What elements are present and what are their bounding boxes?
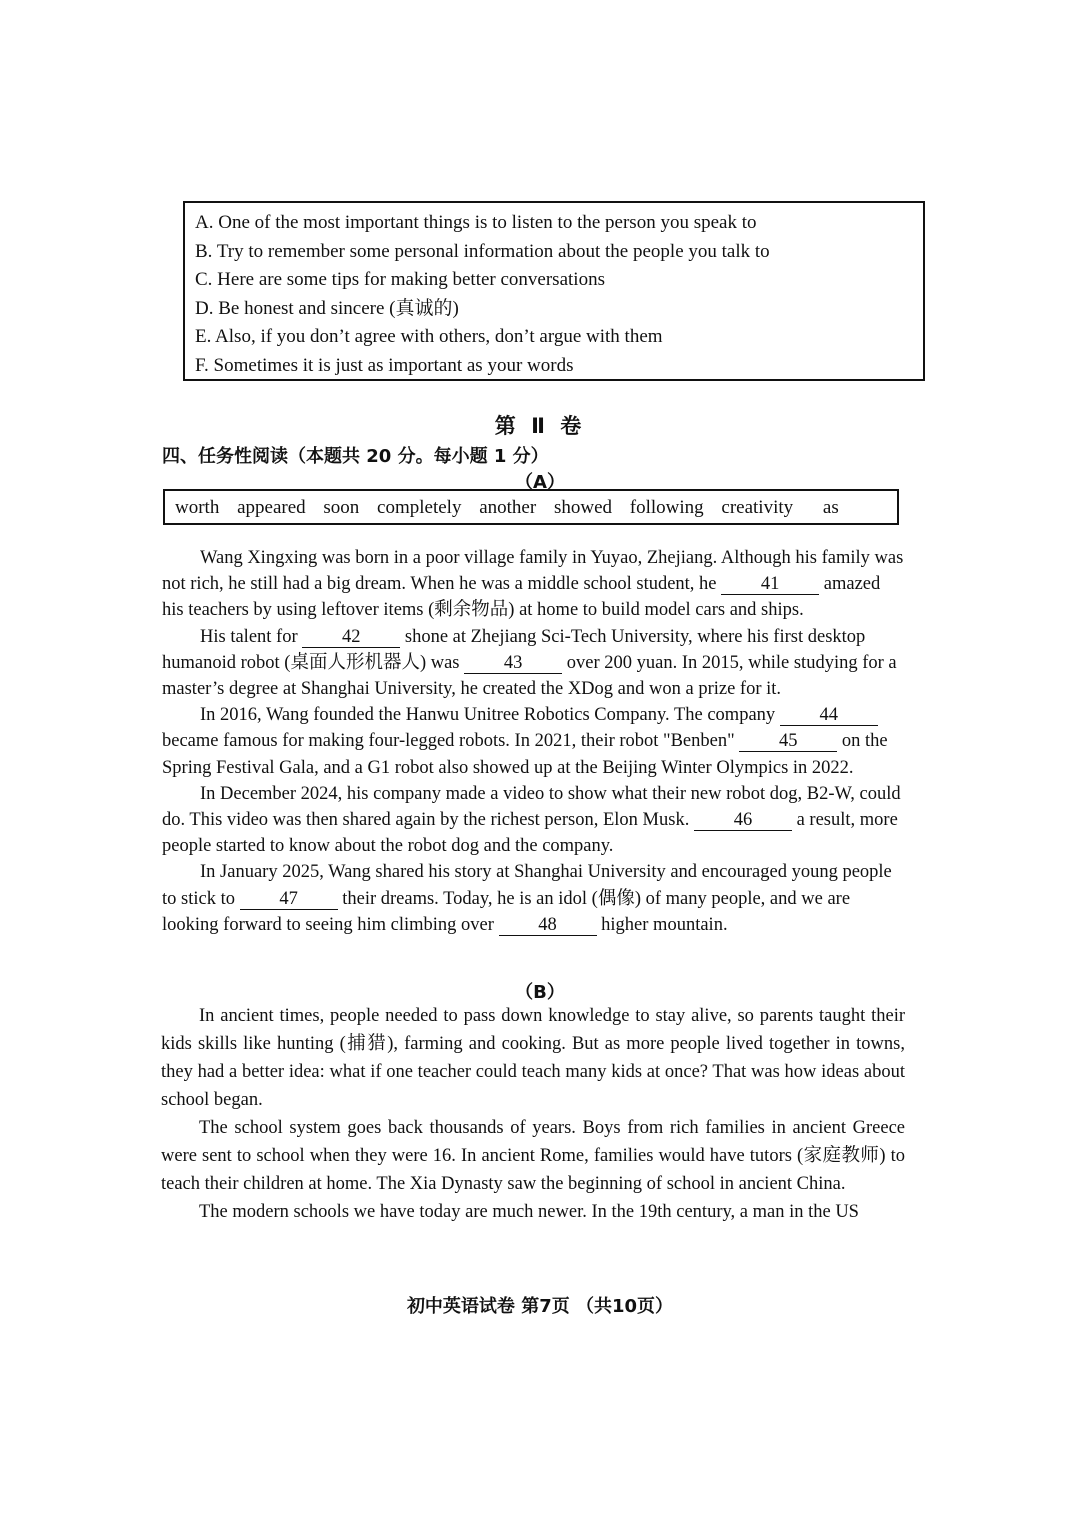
text: His talent for: [200, 626, 298, 647]
passage-a-paragraph-5: [162, 859, 904, 938]
text: higher mountain.: [601, 914, 728, 935]
text: shone at Zhejiang Sci-Tech University, where his first desktop humanoid robot (桌面人形机器人) was: [162, 626, 866, 673]
option-c: C. Here are some tips for making better conversations: [195, 269, 605, 290]
blank-42[interactable]: 42: [302, 627, 400, 648]
section-heading: 四、任务性阅读（本题共 20 分。每小题 1 分）: [162, 446, 549, 467]
page-footer: 初中英语试卷 第7页 （共10页）: [406, 1296, 674, 1317]
passage-a-paragraph-2: [162, 624, 904, 703]
blank-48[interactable]: 48: [499, 915, 597, 936]
text: In December 2024, his company made a video to show what their new robot dog, B2-W, could do. This video was then shared again by the richest person, Elon Musk.: [162, 783, 901, 831]
word-bank-item: following: [629, 497, 704, 518]
blank-46[interactable]: 46: [694, 810, 792, 831]
passage-b: [161, 1002, 905, 1226]
blank-43[interactable]: 43: [464, 653, 562, 674]
passage-a-paragraph-3: [162, 702, 904, 781]
option-f: F. Sometimes it is just as important as your words: [195, 354, 574, 376]
text: on the Spring Festival Gala, and a G1 robot also showed up at the Beijing Winter Olympics in 2022.: [162, 731, 888, 778]
option-d: D. Be honest and sincere (真诚的): [195, 297, 459, 319]
option-a: A. One of the most important things is to listen to the person you speak to: [195, 212, 757, 233]
text: their dreams. Today, he is an idol (偶像) of many people, and we are looking forward to seeing him climbing over: [162, 888, 851, 935]
section-a-label: （A）: [515, 472, 565, 493]
text: In January 2025, Wang shared his story at Shanghai University and encouraged young people to stick to: [162, 862, 892, 909]
blank-45[interactable]: 45: [739, 731, 837, 752]
word-bank-item: showed: [553, 497, 613, 518]
blank-44[interactable]: 44: [780, 705, 878, 726]
passage-a-paragraph-4: [162, 781, 904, 860]
passage-b-paragraph-3: The modern schools we have today are much newer. In the 19th century, a man in the US: [199, 1202, 859, 1222]
text: In 2016, Wang founded the Hanwu Unitree Robotics Company. The company: [200, 705, 776, 726]
passage-b-paragraph-1: In ancient times, people needed to pass down knowledge to stay alive, so parents taught their kids skills like hunting (捕猎), farming and cooking. But as more people lived together in towns, they had a better idea: what if one teacher could teach many kids at once? That was how ideas about school began.: [161, 1006, 905, 1110]
blank-41[interactable]: 41: [721, 574, 819, 595]
blank-47[interactable]: 47: [240, 889, 338, 910]
word-bank: [163, 489, 899, 525]
word-bank-item: soon: [323, 497, 360, 518]
word-bank-item: appeared: [237, 497, 306, 518]
text: amazed his teachers by using leftover items (剩余物品) at home to build model cars and ships.: [162, 574, 881, 621]
text: Wang Xingxing was born in a poor village family in Yuyao, Zhejiang. Although his family was not rich, he still had a big dream. When he was a middle school student, he: [162, 548, 904, 595]
passage-b-paragraph-2: The school system goes back thousands of years. Boys from rich families in ancient Greece were sent to school when they were 16. In ancient Rome, families would have tutors (家庭教师) to teach their children at home. The Xia Dynasty saw the beginning of school in ancient China.: [161, 1118, 905, 1194]
word-bank-item: creativity: [721, 497, 794, 518]
text: became famous for making four-legged robots. In 2021, their robot "Benben": [162, 731, 735, 752]
options-box: [183, 201, 925, 381]
word-bank-item: as: [822, 497, 839, 518]
word-bank-item: worth: [175, 497, 220, 518]
word-bank-item: completely: [377, 497, 462, 518]
passage-a-paragraph-1: [162, 545, 904, 624]
text: a result, more people started to know about the robot dog and the company.: [162, 810, 898, 857]
option-b: B. Try to remember some personal information about the people you talk to: [195, 240, 770, 262]
word-bank-item: another: [479, 497, 537, 518]
passage-a: [162, 545, 904, 938]
option-e: E. Also, if you don’t agree with others, don’t argue with them: [195, 326, 663, 347]
part-title: 第 Ⅱ 卷: [494, 414, 586, 438]
text: over 200 yuan. In 2015, while studying for a master’s degree at Shanghai University, he created the XDog and won a prize for it.: [162, 652, 897, 700]
section-b-label: （B）: [515, 982, 565, 1003]
